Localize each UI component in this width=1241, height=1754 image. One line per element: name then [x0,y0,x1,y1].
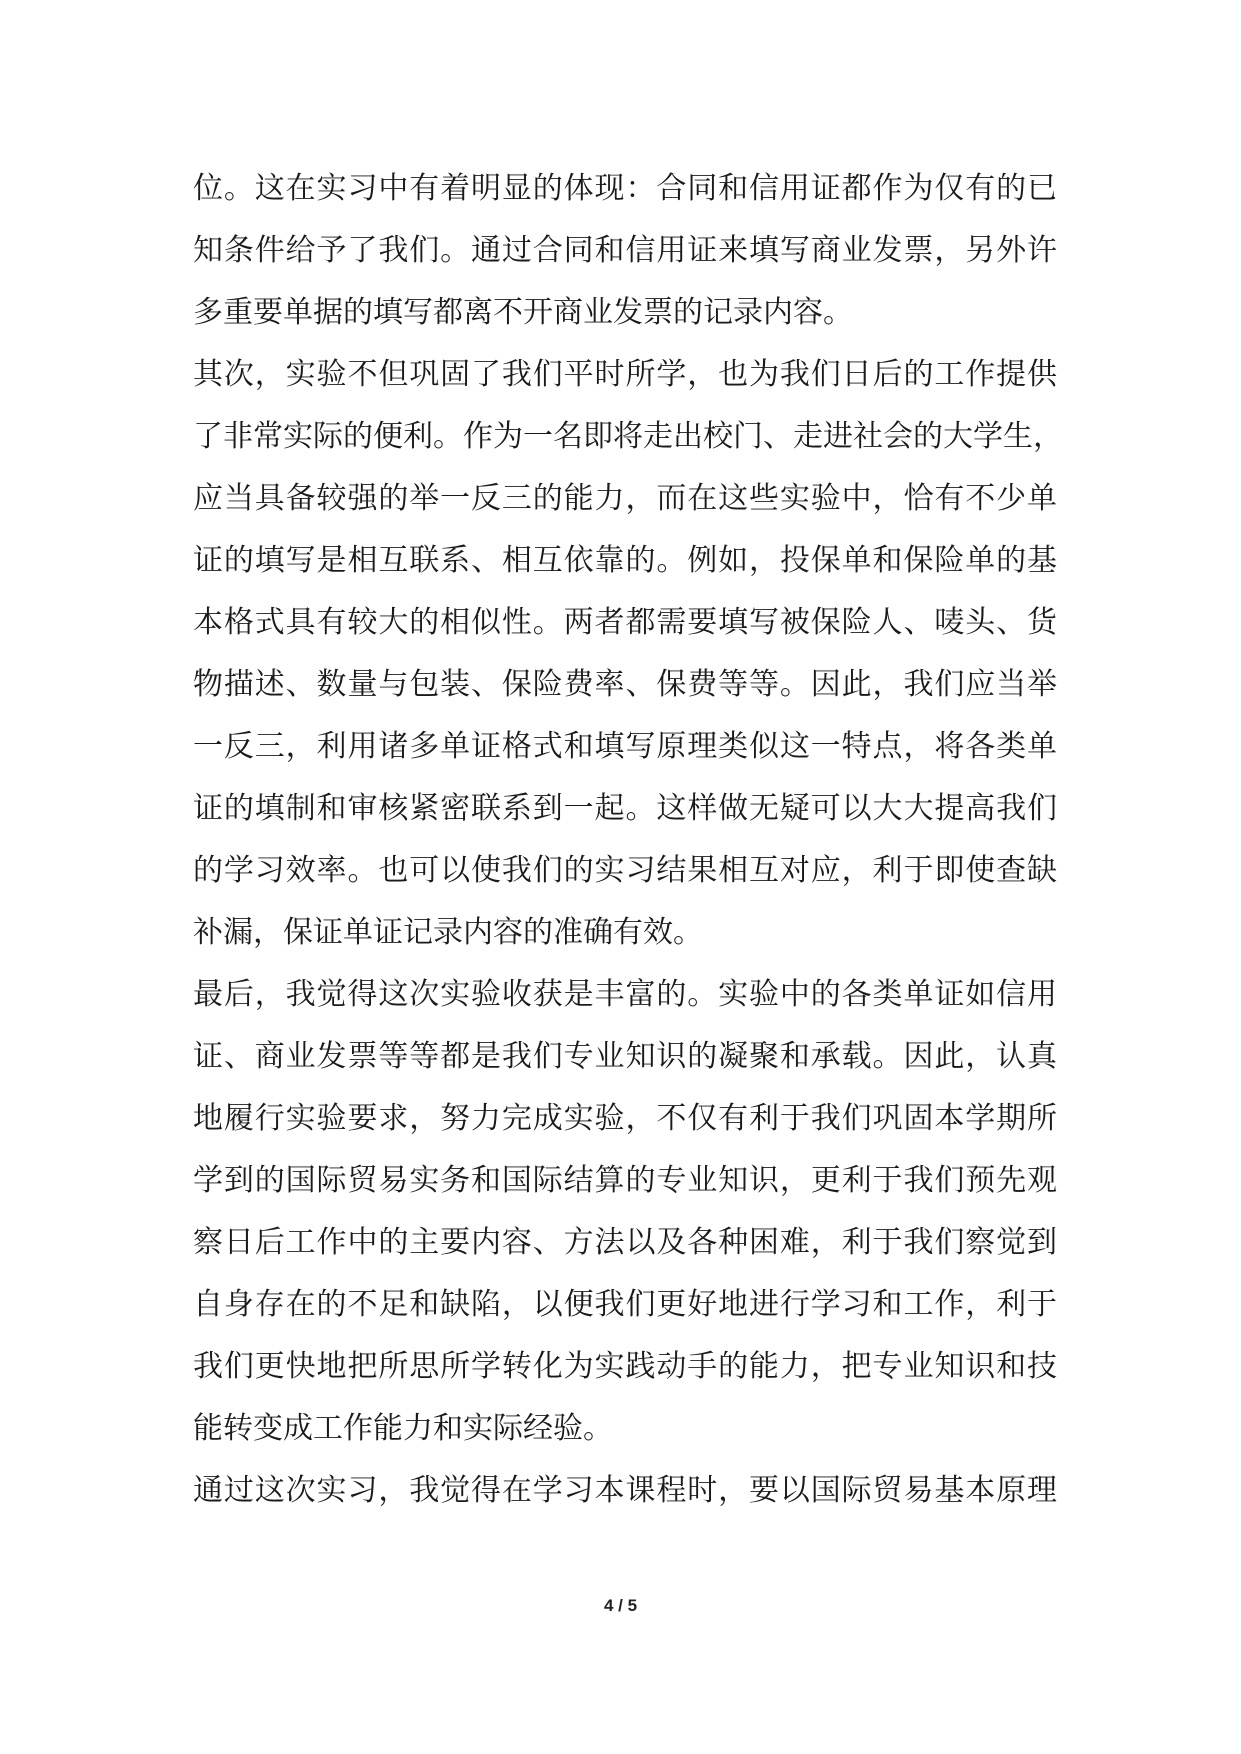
document-body [193,158,1063,1522]
text-line: 其次，实验不但巩固了我们平时所学，也为我们日后的工作提供 [193,357,1057,392]
text-line: 证的填写是相互联系、相互依靠的。例如，投保单和保险单的基 [193,543,1057,578]
text-line: 本格式具有较大的相似性。两者都需要填写被保险人、唛头、货 [193,605,1057,640]
text-line: 地履行实验要求，努力完成实验，不仅有利于我们巩固本学期所 [193,1101,1057,1136]
text-line: 补漏，保证单证记录内容的准确有效。 [193,915,703,950]
text-line: 应当具备较强的举一反三的能力，而在这些实验中，恰有不少单 [193,481,1057,516]
text-line: 物描述、数量与包装、保险费率、保费等等。因此，我们应当举 [193,667,1057,702]
text-line: 位。这在实习中有着明显的体现：合同和信用证都作为仅有的已 [193,171,1057,206]
text-line: 了非常实际的便利。作为一名即将走出校门、走进社会的大学生， [193,419,1063,454]
text-line: 学到的国际贸易实务和国际结算的专业知识，更利于我们预先观 [193,1163,1057,1198]
text-line: 察日后工作中的主要内容、方法以及各种困难，利于我们察觉到 [193,1225,1057,1260]
text-line: 我们更快地把所思所学转化为实践动手的能力，把专业知识和技 [193,1349,1057,1384]
text-line: 通过这次实习，我觉得在学习本课程时，要以国际贸易基本原理 [193,1473,1057,1508]
text-line: 能转变成工作能力和实际经验。 [193,1411,613,1446]
text-line: 多重要单据的填写都离不开商业发票的记录内容。 [193,295,853,330]
text-line: 一反三，利用诸多单证格式和填写原理类似这一特点，将各类单 [193,729,1057,764]
text-line: 证的填制和审核紧密联系到一起。这样做无疑可以大大提高我们 [193,791,1057,826]
text-line: 最后，我觉得这次实验收获是丰富的。实验中的各类单证如信用 [193,977,1057,1012]
page-number: 4 / 5 [603,1596,638,1615]
text-line: 的学习效率。也可以使我们的实习结果相互对应，利于即使查缺 [193,853,1057,888]
text-line: 证、商业发票等等都是我们专业知识的凝聚和承载。因此，认真 [193,1039,1057,1074]
text-line: 自身存在的不足和缺陷，以便我们更好地进行学习和工作，利于 [193,1287,1057,1322]
text-line: 知条件给予了我们。通过合同和信用证来填写商业发票，另外许 [193,233,1057,268]
